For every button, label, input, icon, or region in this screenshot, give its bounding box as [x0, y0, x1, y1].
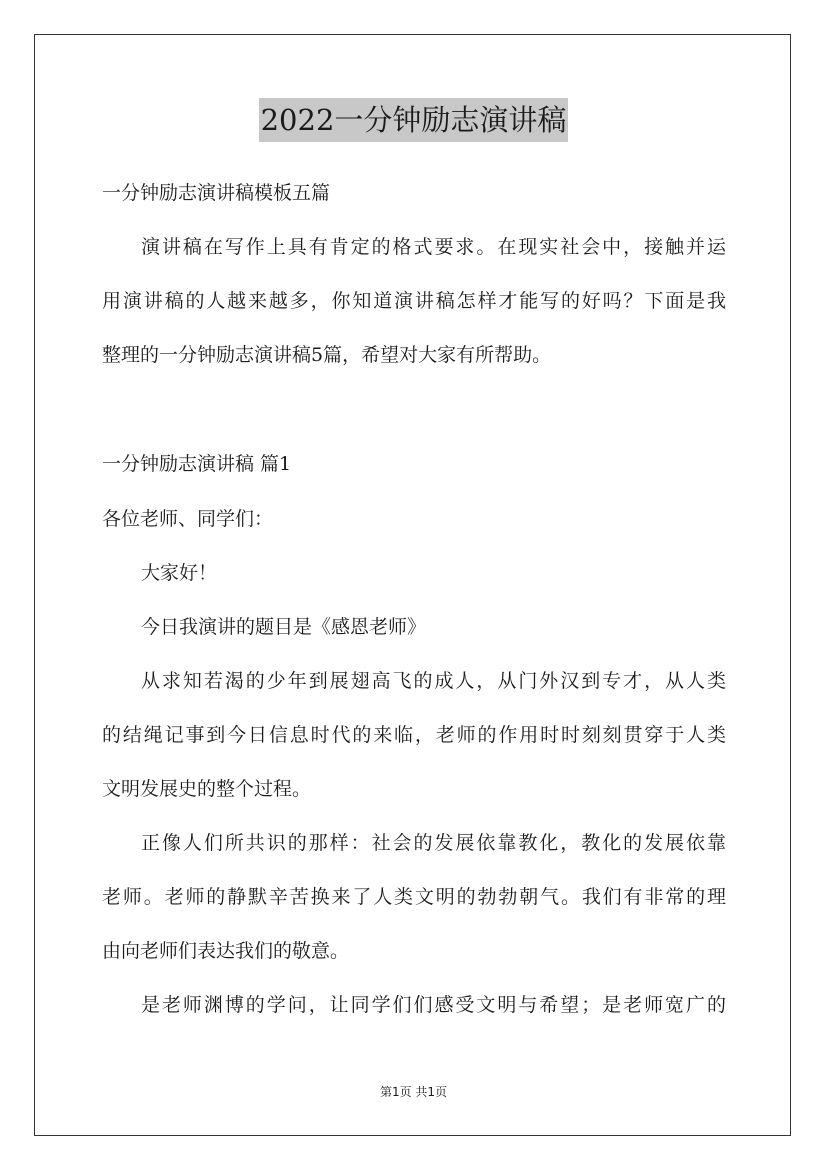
document-title: 2022一分钟励志演讲稿 [259, 98, 569, 142]
intro-line-3: 整理的一分钟励志演讲稿5篇，希望对大家有所帮助。 [102, 344, 552, 366]
intro-line-1: 演讲稿在写作上具有肯定的格式要求。在现实社会中，接触并运 [141, 236, 726, 258]
page-footer: 第1页 共1页 [379, 1085, 448, 1099]
speech-topic: 今日我演讲的题目是《感恩老师》 [141, 616, 427, 638]
para2-line-2: 老师。老师的静默辛苦换来了人类文明的勃勃朝气。我们有非常的理 [102, 886, 726, 908]
para1-line-3: 文明发展史的整个过程。 [102, 778, 312, 800]
salutation: 各位老师、同学们： [102, 508, 274, 530]
para3-line-1: 是老师渊博的学问，让同学们们感受文明与希望；是老师宽广的 [141, 994, 726, 1016]
document-subtitle: 一分钟励志演讲稿模板五篇 [102, 182, 331, 204]
para1-line-2: 的结绳记事到今日信息时代的来临，老师的作用时时刻刻贯穿于人类 [102, 724, 726, 746]
section-heading: 一分钟励志演讲稿 篇1 [102, 453, 292, 475]
title-container [0, 98, 827, 142]
intro-line-2: 用演讲稿的人越来越多，你知道演讲稿怎样才能写的好吗？下面是我 [102, 290, 726, 312]
para1-line-1: 从求知若渴的少年到展翅高飞的成人，从门外汉到专才，从人类 [141, 670, 726, 692]
greeting: 大家好！ [141, 562, 218, 584]
para2-line-1: 正像人们所共识的那样：社会的发展依靠教化，教化的发展依靠 [141, 832, 726, 854]
para2-line-3: 由向老师们表达我们的敬意。 [102, 940, 350, 962]
